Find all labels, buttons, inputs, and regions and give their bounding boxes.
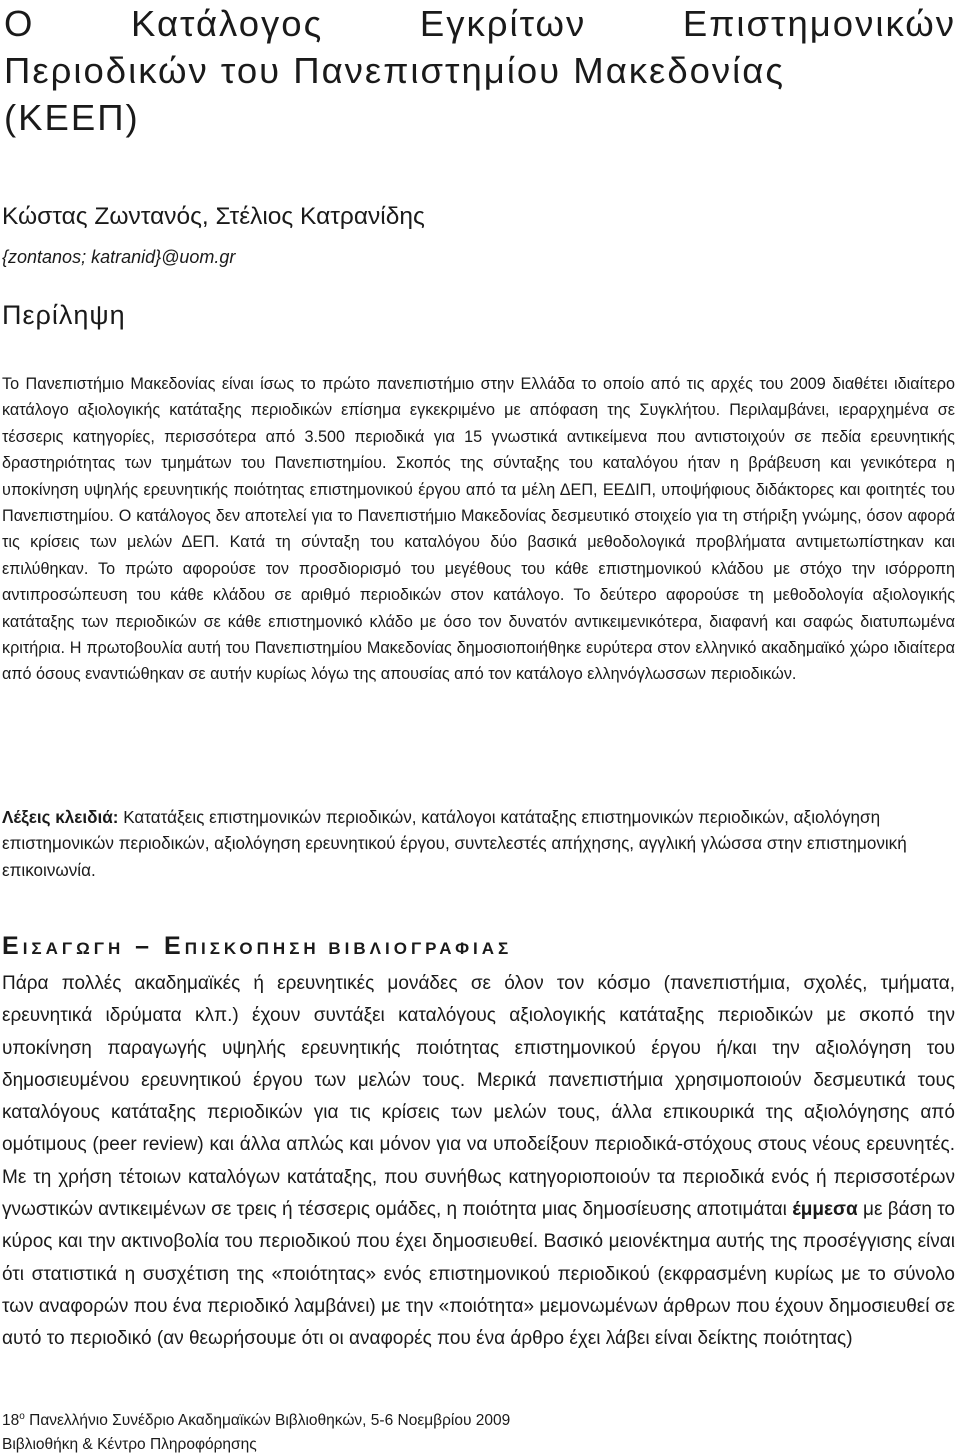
footer-conference-number: 18 <box>2 1412 19 1429</box>
intro-text-1: Πάρα πολλές ακαδημαϊκές ή ερευνητικές μονάδες σε όλον τον κόσμο (πανεπιστήμια, σχολές, τμήματα, ερευνητικά ιδρύματα κλπ.) έχουν συντάξει καταλόγους αξιολογικής κατάταξης περιοδικών με σκοπό την υποκίνηση παραγωγής υψηλής ερευνητικής ποιότητας επιστημονικού έργου ή/και την αξιολόγηση του δημοσιευμένου ερευνητικού έργου των μελών τους. Μερικά πανεπιστήμια χρησιμοποιούν δεσμευτικά τους καταλόγους κατάταξης περιοδικών για τις κρίσεις των μελών τους, άλλα επικουρικά της αξιολόγησης από ομότιμους (peer review) και άλλα απλώς και μόνον για να υποδείξουν περιοδικά-στόχους στους νέους ερευνητές. Με τη χρήση τέτοιων καταλόγων κατάταξης, που συνήθως κατηγοριοποιούν τα περιοδικά ενός ή περισσοτέρων γνωστικών αντικειμένων σε τρεις ή τέσσερις ομάδες, η ποιότητα μιας δημοσίευσης αποτιμάται <box>2 973 955 1220</box>
footer-line-2: Βιβλιοθήκη & Κέντρο Πληροφόρησης <box>2 1433 510 1456</box>
section-heading-initial-1: Ε <box>2 932 23 960</box>
paper-title <box>4 0 956 141</box>
keywords <box>2 805 955 884</box>
abstract-heading: Περίληψη <box>2 297 126 333</box>
keywords-label: Λέξεις κλειδιά: <box>2 808 118 827</box>
footer-line-1 <box>2 1405 510 1433</box>
intro-text-2: με βάση το κύρος και την ακτινοβολία του περιοδικού που έχει δημοσιευθεί. Βασικό μειονέκτημα αυτής της προσέγγισης είναι ότι στατιστικά η συσχέτιση της «ποιότητας» ενός επιστημονικού περιοδικού (εκφρασμένη κυρίως με το σύνολο των αναφορών που ένα περιοδικό λαμβάνει) με την «ποιότητα» μεμονωμένων άρθρων που έχουν δημοσιευθεί σε αυτό το περιοδικό (αν θεωρήσουμε ότι οι αναφορές που ένα άρθρο έχει λάβει είναι δείκτης ποιότητας) <box>2 1199 955 1349</box>
section-heading-initial-2: Ε <box>164 932 185 960</box>
section-heading-dash: – <box>124 932 164 960</box>
title-line-3: (ΚΕΕΠ) <box>4 94 956 141</box>
section-heading-rest-1: ΙΣΑΓΩΓΗ <box>23 939 125 958</box>
intro-emphasis: έμμεσα <box>792 1199 858 1220</box>
author-email: {zontanos; katranid}@uom.gr <box>2 244 235 270</box>
title-line-2: Περιοδικών του Πανεπιστημίου Μακεδονίας <box>4 47 956 94</box>
intro-paragraph <box>2 968 955 1356</box>
page-footer <box>2 1405 510 1456</box>
section-heading <box>2 928 512 967</box>
footer-conference-name: Πανελλήνιο Συνέδριο Ακαδημαϊκών Βιβλιοθηκών, 5-6 Νοεμβρίου 2009 <box>25 1412 510 1429</box>
section-heading-rest-2: ΠΙΣΚΟΠΗΣΗ ΒΙΒΛΙΟΓΡΑΦΙΑΣ <box>185 939 513 958</box>
abstract-text: Το Πανεπιστήμιο Μακεδονίας είναι ίσως το πρώτο πανεπιστήμιο στην Ελλάδα το οποίο από τις αρχές του 2009 διαθέτει ιδιαίτερο κατάλογο αξιολογικής κατάταξης περιοδικών επίσημα εγκεκριμένο με απόφαση της Συγκλήτου. Περιλαμβάνει, ιεραρχημένα σε τέσσερις κατηγορίες, περισσότερα από 3.500 περιοδικά για 15 γνωστικά αντικείμενα που αντιστοιχούν σε πεδία ερευνητικής δραστηριότητας των τμημάτων του Πανεπιστημίου. Σκοπός της σύνταξης του καταλόγου ήταν η βράβευση και γενικότερα η υποκίνηση υψηλής ερευνητικής ποιότητας επιστημονικού έργου από τα μέλη ΔΕΠ, ΕΕΔΙΠ, υποψήφιους διδάκτορες και φοιτητές του Πανεπιστημίου. Ο κατάλογος δεν αποτελεί για το Πανεπιστήμιο Μακεδονίας δεσμευτικό στοιχείο για τη στήριξη γνώμης, όσον αφορά τις κρίσεις των μελών ΔΕΠ. Κατά τη σύνταξη του καταλόγου δύο βασικά μεθοδολογικά προβλήματα αντιμετωπίστηκαν και επιλύθηκαν. Το πρώτο αφορούσε τον προσδιορισμό του μεγέθους του κάθε επιστημονικού κλάδου με στόχο την ισόρροπη αντιπροσώπευση του κάθε κλάδου σε αριθμό περιοδικών στον κατάλογο. Το δεύτερο αφορούσε τη μεθοδολογία αξιολογικής κατάταξης των περιοδικών σε κάθε επιστημονικό κλάδο με όσο τον δυνατόν αντικειμενικότερα, διαφανή και σαφώς διατυπωμένα κριτήρια. Η πρωτοβουλία αυτή του Πανεπιστημίου Μακεδονίας δημοσιοποιήθηκε ευρύτερα στον ελληνικό ακαδημαϊκό χώρο ιδιαίτερα από όσους εναντιώθηκαν σε αυτήν κυρίως λόγω της απουσίας από τον κατάλογο ελληνόγλωσσων περιοδικών. <box>2 371 955 688</box>
footer-ordinal: ο <box>19 1411 25 1422</box>
keywords-text: Κατατάξεις επιστημονικών περιοδικών, κατάλογοι κατάταξης επιστημονικών περιοδικών, αξιολόγηση επιστημονικών περιοδικών, αξιολόγηση ερευνητικού έργου, συντελεστές απήχησης, αγγλική γλώσσα στην επιστημονική επικοινωνία. <box>2 808 907 880</box>
title-line-1: Ο Κατάλογος Εγκρίτων Επιστημονικών <box>4 0 956 47</box>
authors: Κώστας Ζωντανός, Στέλιος Κατρανίδης <box>2 200 425 234</box>
